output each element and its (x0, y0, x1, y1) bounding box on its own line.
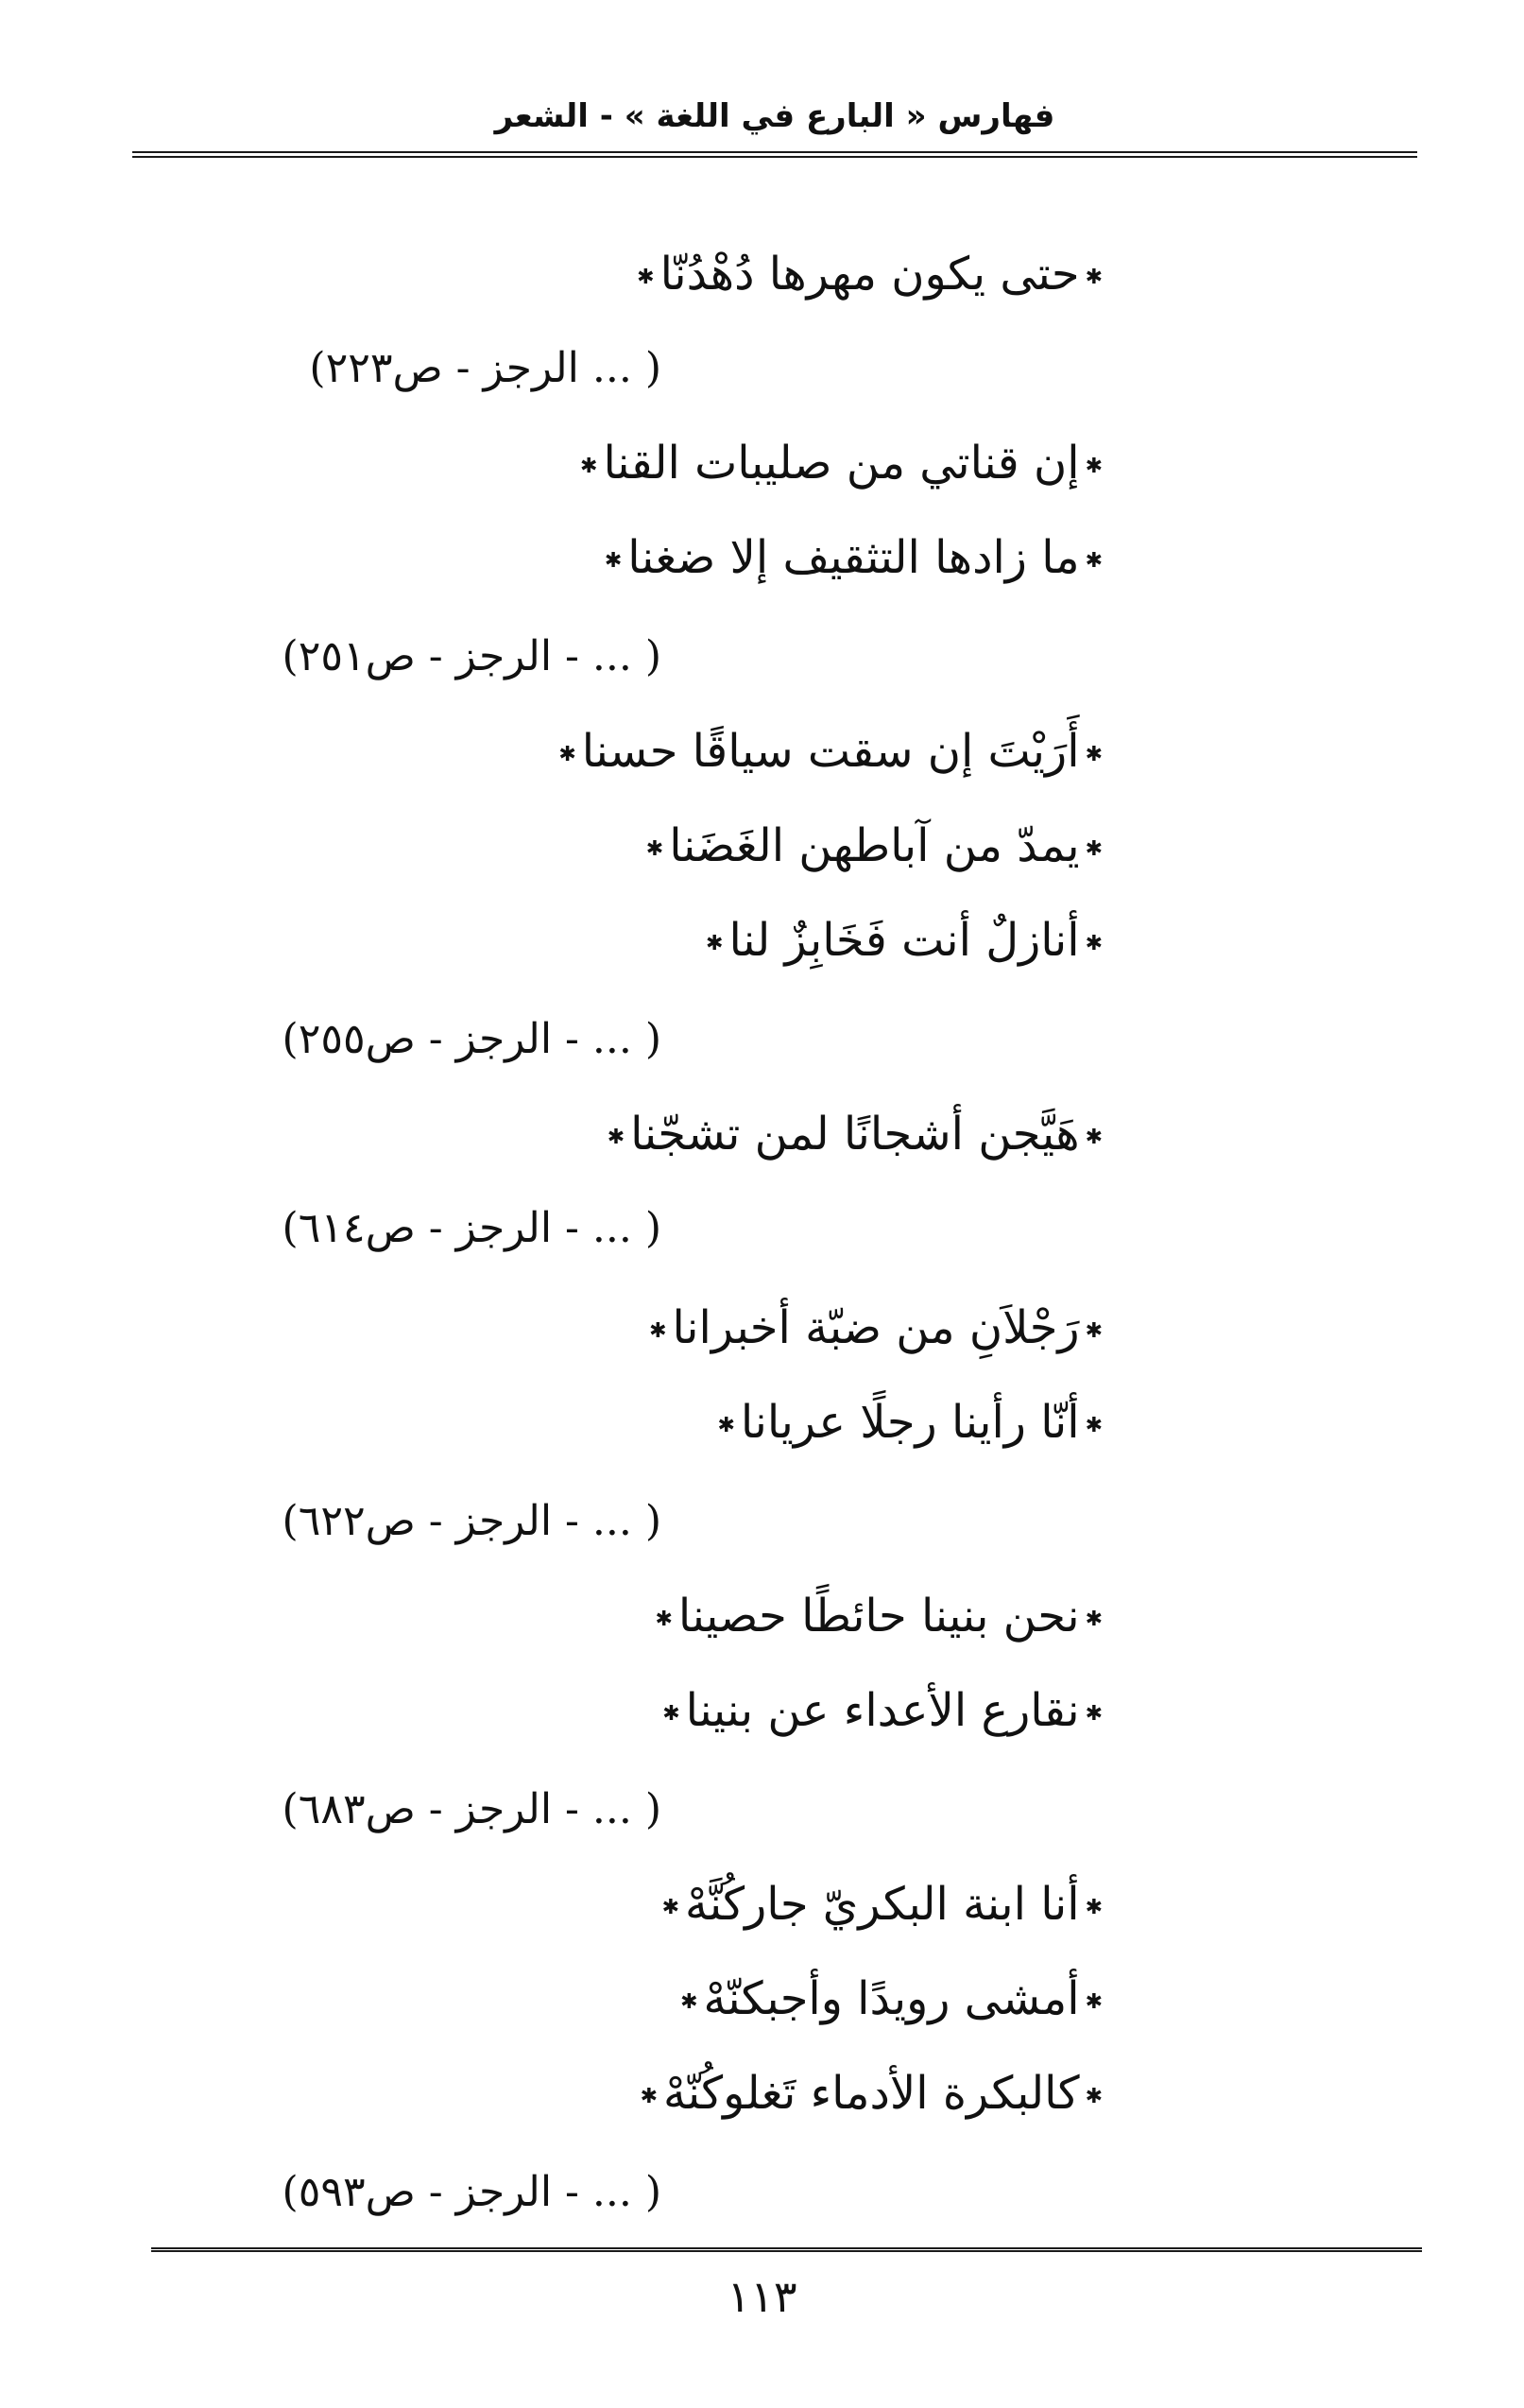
star-ornament: ✱ (645, 836, 664, 861)
star-ornament: ✱ (655, 1607, 673, 1631)
verse-line (631, 241, 1108, 307)
verse-text: أنازلٌ أنت فَخَابِزٌ لنا (728, 914, 1080, 967)
verse-line (643, 1295, 1108, 1361)
star-ornament: ✱ (706, 931, 724, 955)
star-ornament: ✱ (1085, 1125, 1103, 1149)
verse-text: نقارع الأعداء عن بنينا (685, 1684, 1080, 1737)
star-ornament: ✱ (580, 454, 598, 478)
verse-line (657, 1871, 1108, 1937)
verse-reference: ( ... - الرجز - ص٦٢٢) (282, 1497, 661, 1545)
verse-text: إن قناتي من صليبات القنا (603, 437, 1080, 490)
star-ornament: ✱ (649, 1318, 667, 1343)
verse-reference: ( ... - الرجز - ص٢٥٥) (282, 1015, 661, 1063)
star-ornament: ✱ (1085, 931, 1103, 955)
verse-line (711, 1389, 1108, 1455)
verse-line (700, 907, 1108, 973)
star-ornament: ✱ (607, 1125, 625, 1149)
header-divider (132, 151, 1417, 158)
verse-text: هَيَّجن أشجانًا لمن تشجّنا (630, 1108, 1080, 1161)
verse-reference: ( ... - الرجز - ص٢٥١) (282, 632, 661, 680)
star-ornament: ✱ (1085, 1607, 1103, 1631)
star-ornament: ✱ (640, 2084, 659, 2108)
star-ornament: ✱ (1085, 836, 1103, 861)
verse-reference: ( ... - الرجز - ص٦٨٣) (282, 1785, 661, 1833)
verse-reference: ( ... - الرجز - ص٦١٤) (282, 1204, 661, 1252)
verse-text: حتى يكون مهرها دُهْدُنّا (659, 248, 1080, 301)
verse-reference: ( ... الرجز - ص٢٢٣) (309, 344, 661, 392)
verse-text: نحن بنينا حائطًا حصينا (677, 1590, 1080, 1643)
verse-line (675, 1966, 1108, 2032)
star-ornament: ✱ (1085, 1701, 1103, 1726)
verse-text: أنّا رأينا رجلًا عريانا (740, 1396, 1080, 1449)
verse-text: أَرَيْتَ إن سقت سياقًا حسنا (581, 725, 1080, 778)
verse-line (649, 1583, 1108, 1649)
star-ornament: ✱ (661, 1895, 679, 1919)
verse-line (657, 1677, 1108, 1744)
verse-text: كالبكرة الأدماء تَغلوكُنّهْ (663, 2067, 1080, 2120)
verse-text: ما زادها التثقيف إلا ضغنا (627, 531, 1080, 584)
verse-line (553, 718, 1108, 784)
verse-text: أنا ابنة البكريّ جاركُنَّهْ (685, 1878, 1080, 1931)
verse-line (602, 1101, 1108, 1167)
verse-line (574, 430, 1108, 496)
star-ornament: ✱ (680, 1989, 698, 2014)
running-title: فهارس « البارع في اللغة » - الشعر (494, 97, 1055, 135)
verse-line (599, 525, 1108, 591)
verse-text: أمشى رويدًا وأجبكنّهْ (703, 1972, 1080, 2025)
star-ornament: ✱ (1085, 1989, 1103, 2014)
star-ornament: ✱ (604, 548, 623, 573)
star-ornament: ✱ (1085, 2084, 1103, 2108)
verse-text: يمدّ من آباطهن الغَضَنا (669, 819, 1080, 872)
star-ornament: ✱ (1085, 454, 1103, 478)
verse-text: رَجْلاَنِ من ضبّة أخبرانا (672, 1301, 1080, 1354)
star-ornament: ✱ (1085, 1895, 1103, 1919)
footer-divider (151, 2247, 1422, 2252)
star-ornament: ✱ (1085, 1413, 1103, 1437)
page-number: ١١٣ (727, 2271, 797, 2322)
star-ornament: ✱ (1085, 1318, 1103, 1343)
star-ornament: ✱ (1085, 742, 1103, 766)
star-ornament: ✱ (1085, 265, 1103, 289)
star-ornament: ✱ (637, 265, 655, 289)
star-ornament: ✱ (717, 1413, 735, 1437)
star-ornament: ✱ (662, 1701, 680, 1726)
verse-line (641, 813, 1108, 879)
star-ornament: ✱ (1085, 548, 1103, 573)
verse-line (635, 2060, 1108, 2126)
star-ornament: ✱ (558, 742, 576, 766)
verse-reference: ( ... - الرجز - ص٥٩٣) (282, 2168, 661, 2216)
